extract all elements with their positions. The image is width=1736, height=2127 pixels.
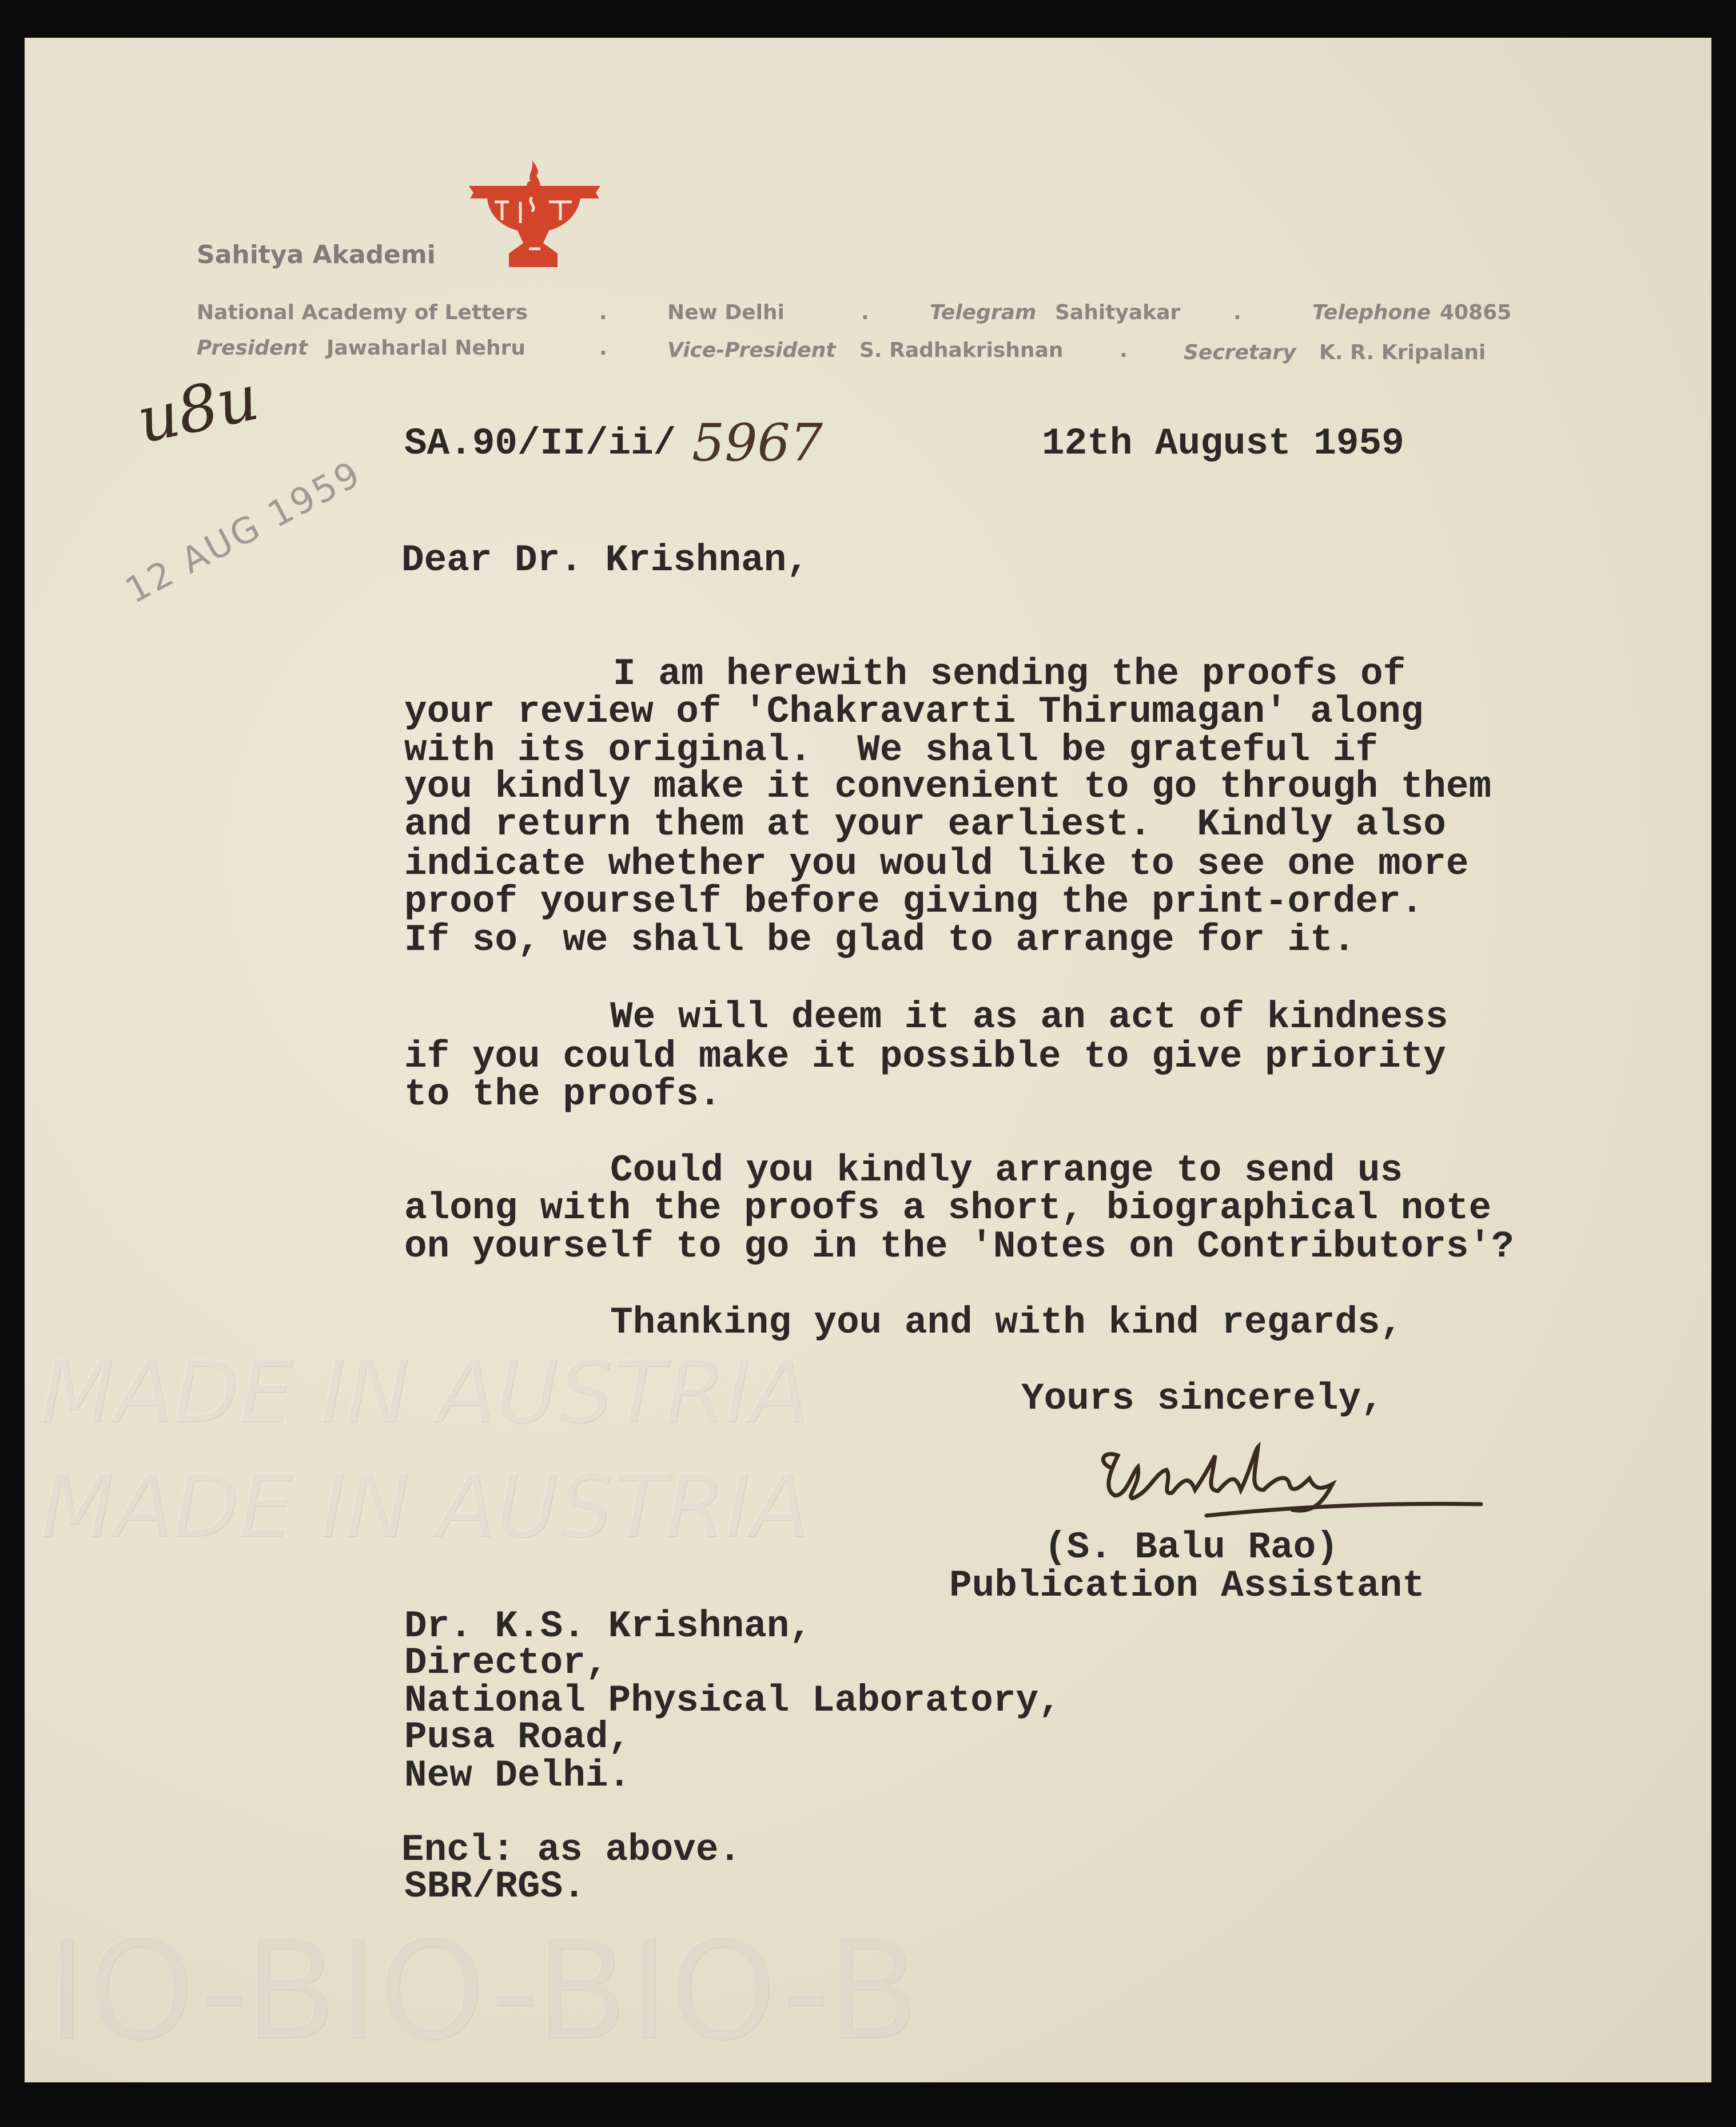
recipient-line: Pusa Road, <box>404 1716 631 1759</box>
separator-dot: . <box>599 336 607 360</box>
recipient-line: National Physical Laboratory, <box>404 1679 1061 1722</box>
paragraph-2-line: if you could make it possible to give priority <box>404 1035 1446 1078</box>
enclosure-note: Encl: as above. <box>401 1828 742 1871</box>
recipient-line: New Delhi. <box>404 1754 631 1797</box>
signer-title: Publication Assistant <box>949 1564 1425 1607</box>
paragraph-1-line: with its original. We shall be grateful if <box>404 729 1379 772</box>
separator-dot: . <box>861 301 869 324</box>
reference-number: SA.90/II/ii/ <box>404 422 676 465</box>
paragraph-1-line: I am herewith sending the proofs of <box>613 653 1406 695</box>
paragraph-1-line: and return them at your earliest. Kindly also <box>404 803 1446 846</box>
paragraph-3-line: along with the proofs a short, biographical note <box>404 1187 1492 1230</box>
president-label: President <box>197 336 308 360</box>
paragraph-1-line: If so, we shall be glad to arrange for it. <box>404 919 1356 961</box>
paragraph-2-line: We will deem it as an act of kindness <box>610 996 1448 1039</box>
telegram-value: Sahityakar <box>1055 301 1181 324</box>
handwritten-initials: u8u <box>131 360 265 458</box>
president-name: Jawaharlal Nehru <box>327 336 525 360</box>
signer-name: (S. Balu Rao) <box>1044 1526 1339 1569</box>
closing: Yours sincerely, <box>1021 1377 1384 1420</box>
thanks-line: Thanking you and with kind regards, <box>610 1301 1403 1344</box>
paragraph-3-line: Could you kindly arrange to send us <box>610 1149 1403 1192</box>
letterhead-city: New Delhi <box>667 301 785 324</box>
vice-president-label: Vice-President <box>667 339 836 362</box>
letterhead-tagline: National Academy of Letters <box>197 301 528 324</box>
salutation: Dear Dr. Krishnan, <box>401 539 809 582</box>
separator-dot: . <box>599 301 607 324</box>
telegram-label: Telegram <box>930 301 1037 324</box>
vice-president-name: S. Radhakrishnan <box>859 339 1064 362</box>
paragraph-1-line: your review of 'Chakravarti Thirumagan' along <box>404 690 1424 733</box>
secretary-label: Secretary <box>1184 341 1296 364</box>
reference-initials: SBR/RGS. <box>404 1865 586 1908</box>
recipient-line: Director, <box>404 1641 608 1684</box>
separator-dot: . <box>1120 339 1128 362</box>
received-date-stamp: 12 AUG 1959 <box>118 452 369 612</box>
letter-date: 12th August 1959 <box>1042 422 1404 465</box>
paragraph-2-line: to the proofs. <box>404 1073 722 1116</box>
separator-dot: . <box>1233 301 1241 324</box>
handwritten-signature <box>1092 1438 1492 1524</box>
paragraph-3-line: on yourself to go in the 'Notes on Contributors'? <box>404 1225 1514 1268</box>
telephone-label: Telephone <box>1312 301 1431 324</box>
sahitya-akademi-logo <box>463 157 606 272</box>
paragraph-1-line: proof yourself before giving the print-order. <box>404 880 1424 923</box>
handwritten-reference-number: 5967 <box>692 413 823 473</box>
paragraph-1-line: you kindly make it convenient to go through them <box>404 765 1492 808</box>
telephone-value: 40865 <box>1440 301 1512 324</box>
made-in-watermark-right: MADE IN AUSTRIA <box>40 1457 809 1557</box>
embossed-watermark: IO-BIO-BIO-B <box>46 1910 919 2070</box>
organization-name: Sahitya Akademi <box>197 240 436 269</box>
recipient-line: Dr. K.S. Krishnan, <box>404 1605 812 1648</box>
secretary-name: K. R. Kripalani <box>1319 341 1486 364</box>
paragraph-1-line: indicate whether you would like to see one more <box>404 842 1469 885</box>
made-in-watermark-left: MADE IN AUSTRIA <box>40 1343 809 1442</box>
